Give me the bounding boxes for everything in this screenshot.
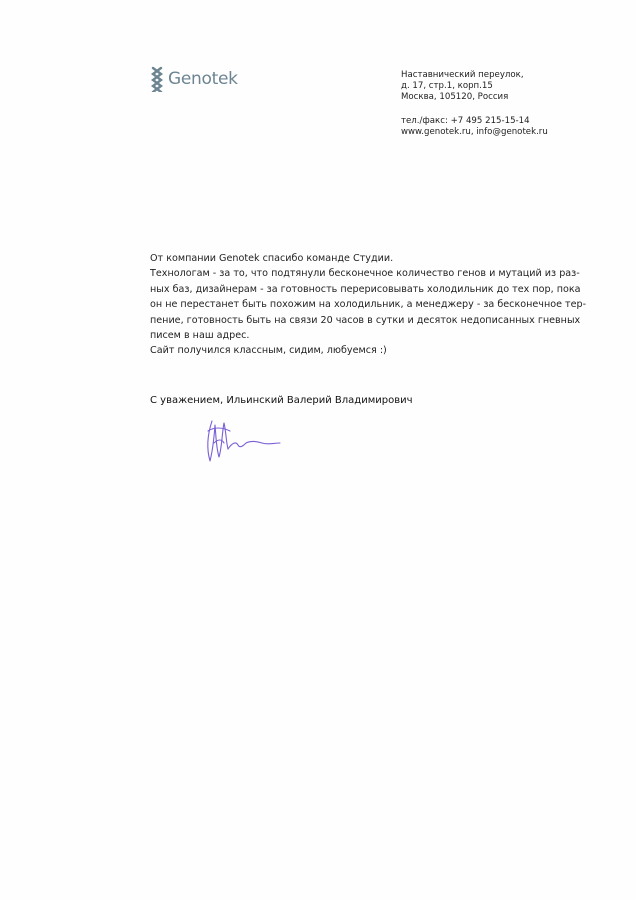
closing-signoff: С уважением, Ильинский Валерий Владимирович <box>150 395 413 406</box>
handwritten-signature <box>200 413 290 468</box>
phone-fax: тел./факс: +7 495 215-15-14 <box>401 115 530 126</box>
address-line: Москва, 105120, Россия <box>401 92 509 103</box>
letter-line: Сайт получился классным, сидим, любуемся :) <box>150 345 387 357</box>
letter-line: Технологам - за то, что подтянули бесконечное количество генов и мутаций из раз- <box>150 268 580 280</box>
letter-line: он не перестанет быть похожим на холодильник, а менеджеру - за бесконечное тер- <box>150 299 587 311</box>
address-line: д. 17, стр.1, корп.15 <box>401 81 493 92</box>
letter-line: писем в наш адрес. <box>150 330 250 342</box>
letter-line: От компании Genotek спасибо команде Студии. <box>150 253 394 264</box>
letter-line: пение, готовность быть на связи 20 часов в сутки и десяток недописанных гневных <box>150 314 581 326</box>
letter-body <box>150 251 590 359</box>
letter-line: ных баз, дизайнерам - за готовность перерисовывать холодильник до тех пор, пока <box>150 283 581 295</box>
website-email: www.genotek.ru, info@genotek.ru <box>401 126 548 137</box>
address-line: Наставнический переулок, <box>401 70 524 80</box>
dna-helix-icon <box>150 66 164 92</box>
company-logo <box>150 66 238 92</box>
company-address <box>401 70 548 138</box>
logo-text: Genotek <box>168 68 238 89</box>
